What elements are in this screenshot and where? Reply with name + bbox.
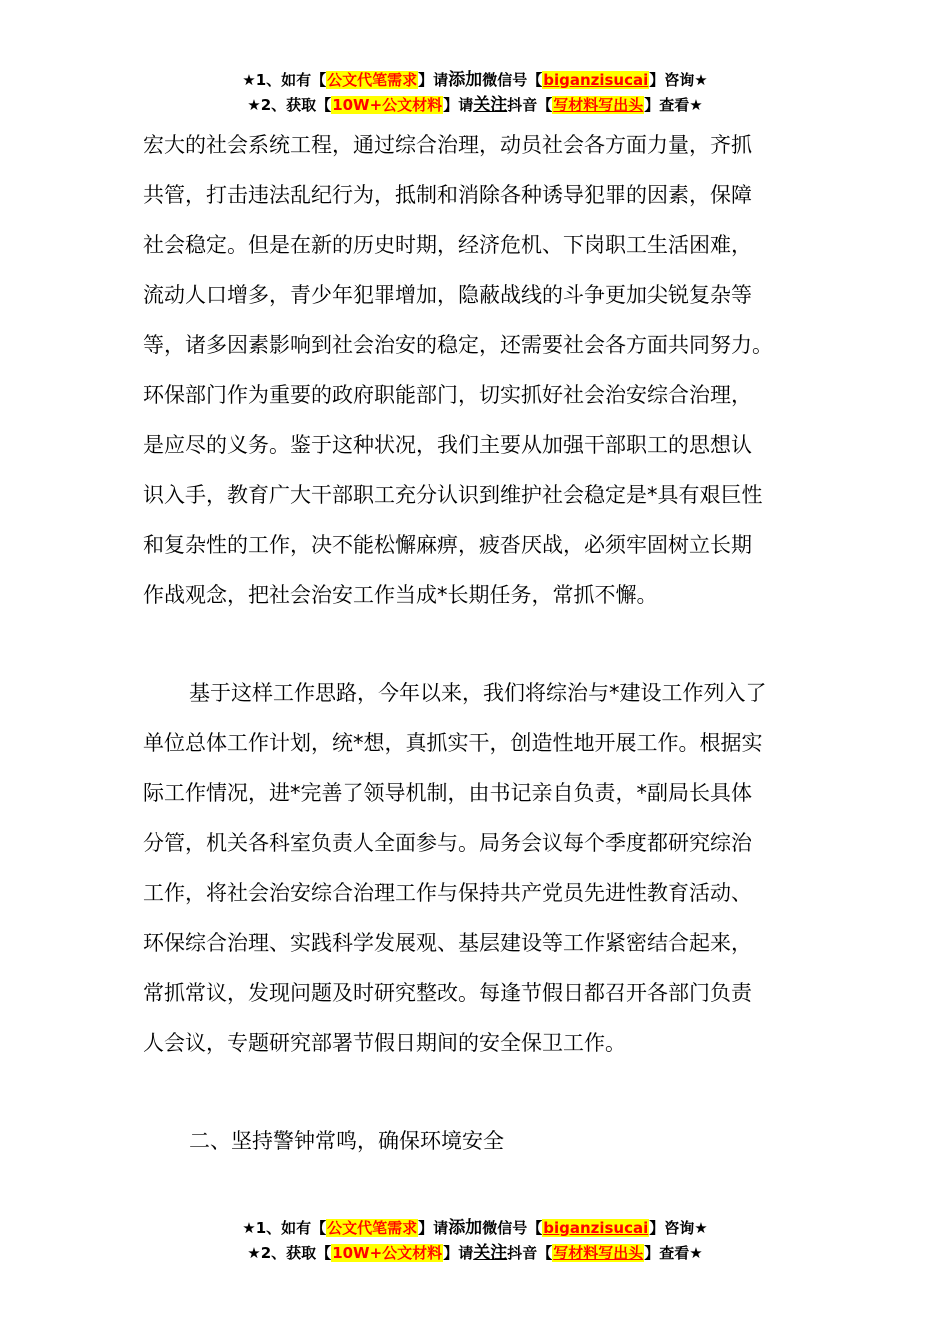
- text-line: 宏大的社会系统工程，通过综合治理，动员社会各方面力量，齐抓: [143, 133, 752, 157]
- banner-highlight-wechat-id: biganzisucai: [543, 71, 649, 89]
- text-line: 单位总体工作计划，统*想，真抓实干，创造性地开展工作。根据实: [143, 731, 763, 755]
- text-line: 基于这样工作思路，今年以来，我们将综治与*建设工作列入了: [189, 681, 767, 705]
- banner-line-1: [0, 1216, 950, 1241]
- text-line: 作战观念，把社会治安工作当成*长期任务，常抓不懈。: [143, 583, 658, 607]
- footer-banner: [0, 1216, 950, 1266]
- banner-emphasis: 添加: [448, 70, 483, 90]
- banner-highlight-materials: 10W+公文材料: [332, 1244, 443, 1262]
- body-paragraph-2: [143, 668, 833, 1068]
- banner-highlight-douyin: 写材料写出头: [553, 1244, 644, 1262]
- banner-text: 】请: [418, 71, 449, 89]
- banner-text: 】请: [443, 1244, 474, 1262]
- text-line: 共管，打击违法乱纪行为，抵制和消除各种诱导犯罪的因素，保障: [143, 183, 752, 207]
- banner-text: 微信号【: [482, 1219, 543, 1237]
- text-line: 环保综合治理、实践科学发展观、基层建设等工作紧密结合起来，: [143, 931, 752, 955]
- banner-text: 】查看★: [644, 1244, 703, 1262]
- banner-emphasis: 添加: [448, 1218, 483, 1238]
- text-line: 流动人口增多，青少年犯罪增加，隐蔽战线的斗争更加尖锐复杂等: [143, 283, 752, 307]
- banner-text: 抖音【: [507, 1244, 553, 1262]
- banner-text: 】咨询★: [649, 71, 708, 89]
- banner-highlight-service: 公文代笔需求: [327, 1219, 418, 1237]
- text-line: 识入手，教育广大干部职工充分认识到维护社会稳定是*具有艰巨性: [143, 483, 763, 507]
- banner-text: 抖音【: [507, 96, 553, 114]
- body-paragraph-1: [143, 120, 833, 620]
- banner-text: 】请: [443, 96, 474, 114]
- banner-text: ★1、如有【: [242, 1219, 327, 1237]
- text-line: 等，诸多因素影响到社会治安的稳定，还需要社会各方面共同努力。: [143, 333, 773, 357]
- text-line: 社会稳定。但是在新的历史时期，经济危机、下岗职工生活困难，: [143, 233, 752, 257]
- banner-highlight-service: 公文代笔需求: [327, 71, 418, 89]
- banner-text: ★1、如有【: [242, 71, 327, 89]
- banner-text: ★2、获取【: [247, 1244, 332, 1262]
- banner-text: 】请: [418, 1219, 449, 1237]
- text-line: 是应尽的义务。鉴于这种状况，我们主要从加强干部职工的思想认: [143, 433, 752, 457]
- text-line: 和复杂性的工作，决不能松懈麻痹，疲沓厌战，必须牢固树立长期: [143, 533, 752, 557]
- text-line: 际工作情况，进*完善了领导机制，由书记亲自负责，*副局长具体: [143, 781, 752, 805]
- banner-highlight-douyin: 写材料写出头: [553, 96, 644, 114]
- banner-highlight-materials: 10W+公文材料: [332, 96, 443, 114]
- header-banner: [0, 68, 950, 118]
- banner-emphasis: 关注: [473, 1243, 508, 1263]
- banner-text: 】咨询★: [649, 1219, 708, 1237]
- text-line: 工作，将社会治安综合治理工作与保持共产党员先进性教育活动、: [143, 881, 752, 905]
- text-line: 分管，机关各科室负责人全面参与。局务会议每个季度都研究综治: [143, 831, 752, 855]
- banner-line-1: [0, 68, 950, 93]
- banner-text: 】查看★: [644, 96, 703, 114]
- banner-emphasis: 关注: [473, 95, 508, 115]
- banner-line-2: [0, 93, 950, 118]
- banner-text: 微信号【: [482, 71, 543, 89]
- banner-text: ★2、获取【: [247, 96, 332, 114]
- text-line: 常抓常议，发现问题及时研究整改。每逢节假日都召开各部门负责: [143, 981, 752, 1005]
- banner-line-2: [0, 1241, 950, 1266]
- text-line: 环保部门作为重要的政府职能部门，切实抓好社会治安综合治理，: [143, 383, 752, 407]
- banner-highlight-wechat-id: biganzisucai: [543, 1219, 649, 1237]
- section-heading: [143, 1116, 833, 1166]
- text-line: 人会议，专题研究部署节假日期间的安全保卫工作。: [143, 1031, 626, 1055]
- heading-text: 二、坚持警钟常鸣，确保环境安全: [189, 1129, 504, 1153]
